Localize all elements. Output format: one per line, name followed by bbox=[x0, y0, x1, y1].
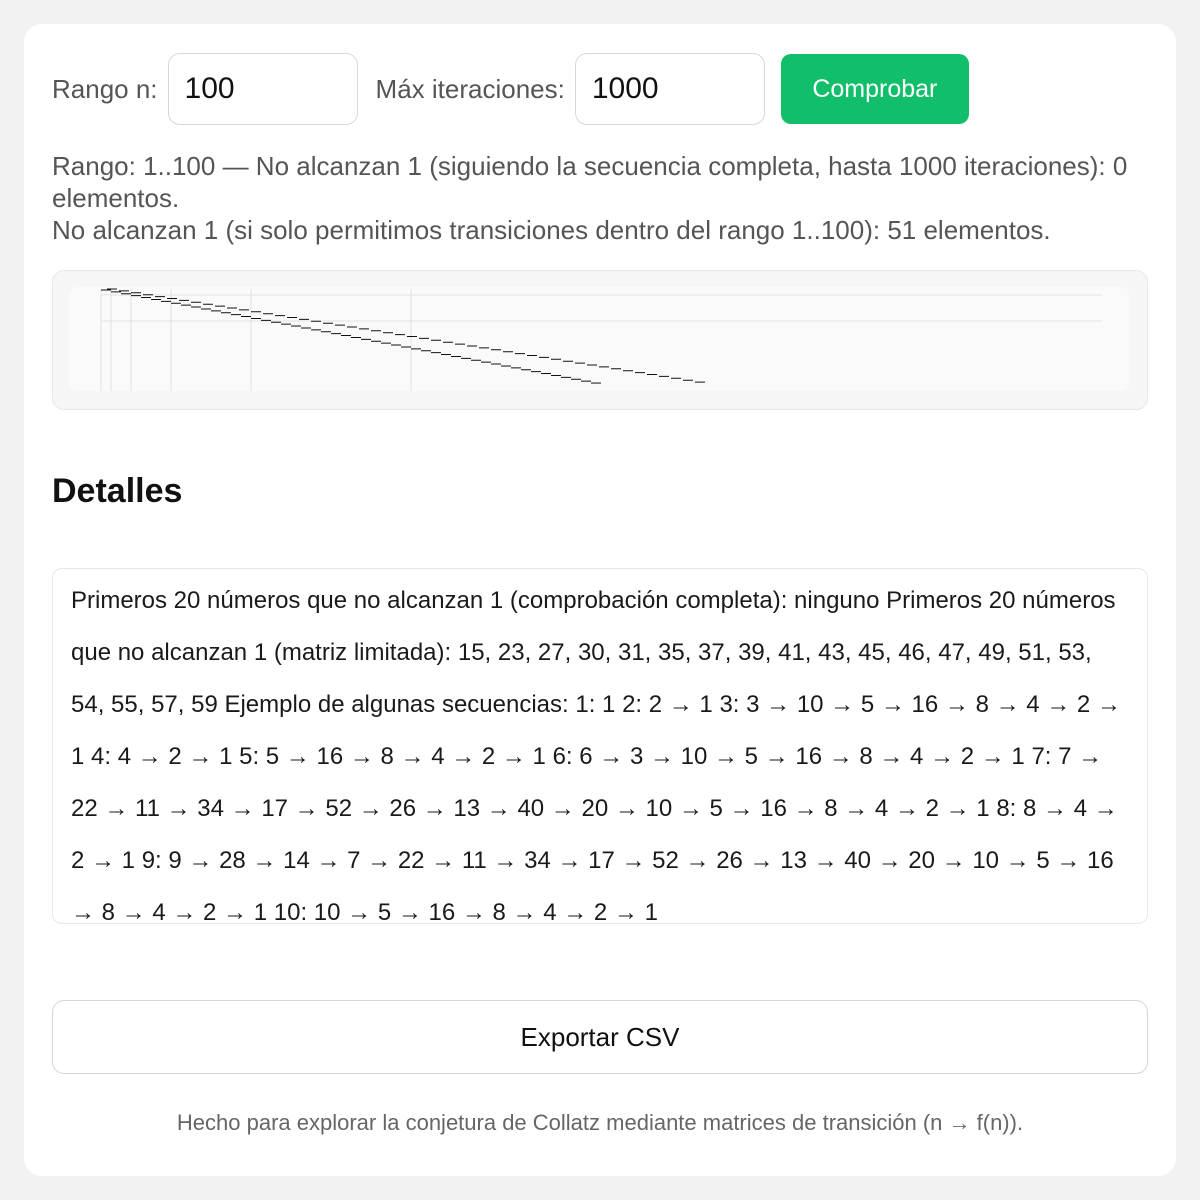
summary-full-check: Rango: 1..100 — No alcanzan 1 (siguiendo la secuencia completa, hasta 1000 iteraciones): 0 elementos. bbox=[52, 151, 1128, 213]
transition-matrix-plot bbox=[69, 287, 1129, 391]
main-card bbox=[24, 24, 1176, 1176]
limited-check-label: Primeros 20 números que no alcanzan 1 (matriz limitada): bbox=[71, 587, 1116, 666]
transition-matrix-canvas bbox=[69, 287, 1129, 391]
sequence-example: 1: 1 bbox=[575, 691, 616, 718]
check-button[interactable]: Comprobar bbox=[781, 54, 969, 124]
result-summary bbox=[52, 150, 1152, 246]
examples-label: Ejemplo de algunas secuencias: bbox=[224, 691, 569, 718]
sequence-example: 4: 4 → 2 → 1 bbox=[91, 743, 233, 770]
max-iterations-input[interactable] bbox=[575, 53, 765, 125]
sequence-example: 3: 3 → 10 → 5 → 16 → 8 → 4 → 2 → 1 bbox=[71, 691, 1121, 770]
summary-limited-check: No alcanzan 1 (si solo permitimos transiciones dentro del rango 1..100): 51 elementos. bbox=[52, 215, 1051, 245]
sequence-example: 2: 2 → 1 bbox=[622, 691, 713, 718]
range-input[interactable] bbox=[168, 53, 358, 125]
export-csv-button[interactable]: Exportar CSV bbox=[52, 1000, 1148, 1074]
full-check-result: Primeros 20 números que no alcanzan 1 (comprobación completa): ninguno bbox=[71, 587, 880, 614]
details-block-1 bbox=[71, 575, 1129, 924]
sequence-example: 9: 9 → 28 → 14 → 7 → 22 → 11 → 34 → 17 → 52 → 26 → 13 → 40 → 20 → 10 → 5 → 16 → 8 → 4 → 2 → 1 bbox=[71, 847, 1114, 924]
transition-matrix-panel bbox=[52, 270, 1148, 410]
sequence-example: 5: 5 → 16 → 8 → 4 → 2 → 1 bbox=[239, 743, 546, 770]
sequence-example: 6: 6 → 3 → 10 → 5 → 16 → 8 → 4 → 2 → 1 bbox=[552, 743, 1025, 770]
sequence-example: 10: 10 → 5 → 16 → 8 → 4 → 2 → 1 bbox=[273, 899, 658, 924]
sequence-example: 7: 7 → 22 → 11 → 34 → 17 → 52 → 26 → 13 → 40 → 20 → 10 → 5 → 16 → 8 → 4 → 2 → 1 bbox=[71, 743, 1103, 822]
controls-bar bbox=[52, 52, 969, 126]
max-iterations-label: Máx iteraciones: bbox=[375, 73, 565, 104]
sequence-example: 8: 8 → 4 → 2 → 1 bbox=[71, 795, 1118, 874]
details-title: Detalles bbox=[52, 472, 183, 510]
footer-note: Hecho para explorar la conjetura de Collatz mediante matrices de transición (n → f(n)). bbox=[176, 1110, 1024, 1135]
details-panel bbox=[52, 568, 1148, 924]
range-label: Rango n: bbox=[52, 73, 158, 104]
limited-check-values: 15, 23, 27, 30, 31, 35, 37, 39, 41, 43, 45, 46, 47, 49, 51, 53, 54, 55, 57, 59 bbox=[71, 639, 1092, 718]
